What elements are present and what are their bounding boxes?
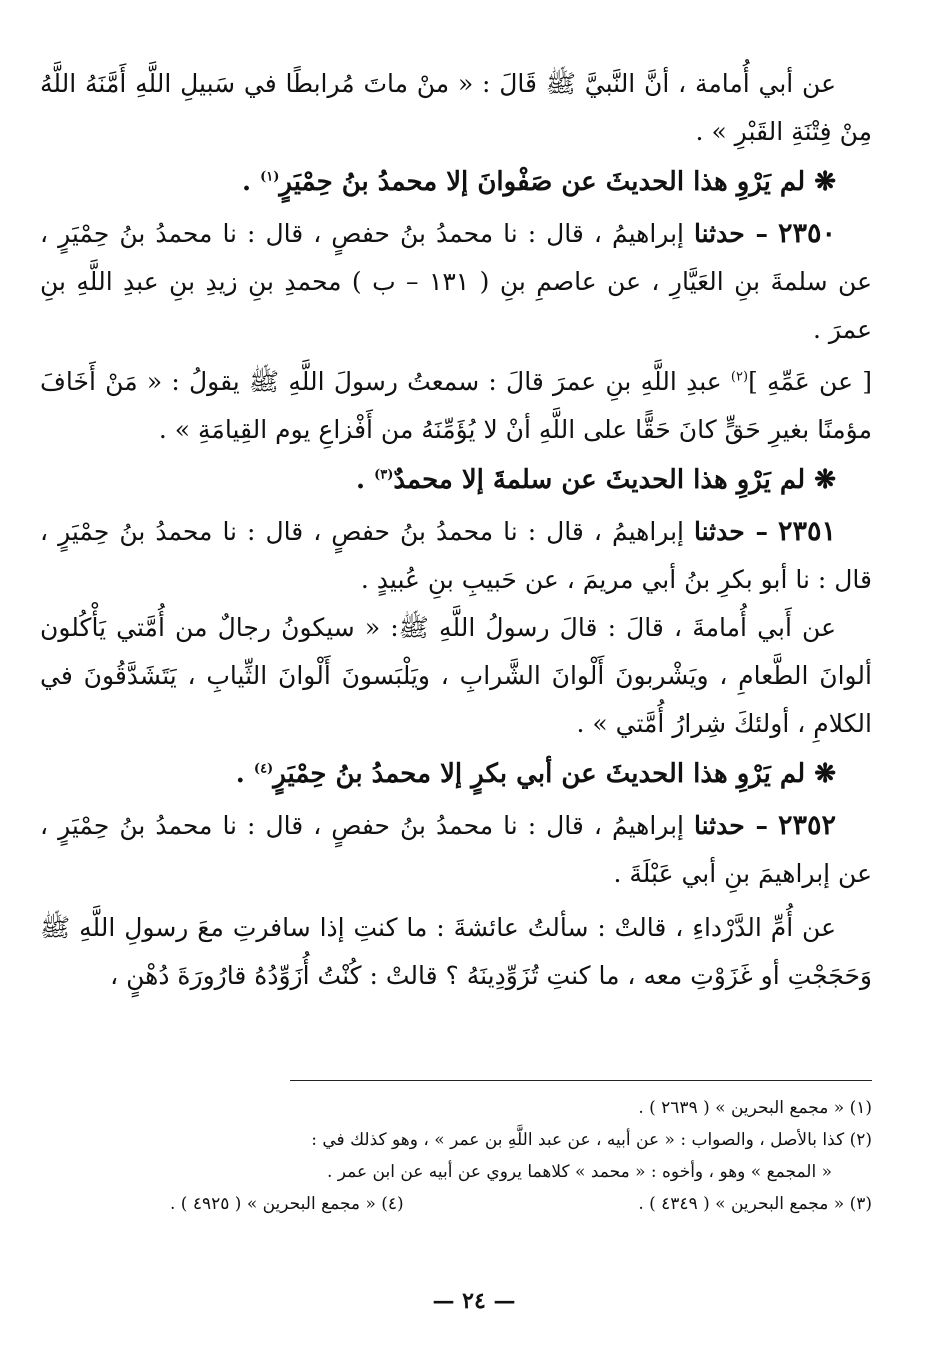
hadith-text-3 bbox=[40, 604, 872, 748]
hadith-label-2350: – حدثنا bbox=[694, 219, 768, 248]
main-text bbox=[40, 60, 872, 1000]
narration-note-2-text: ❋ لم يَرْوِ هذا الحديثَ عن سلمةَ إلا محمدٌ bbox=[393, 465, 836, 495]
hadith-label-2351: – حدثنا bbox=[694, 517, 768, 546]
hadith-isnad-2352: إبراهيمُ ، قال : نا محمدُ بنُ حفصٍ ، قال : نا محمدُ بنُ حِمْيَرٍ ، عن إبراهيمَ بنِ أبي عَبْلَةَ . bbox=[40, 811, 872, 888]
footnote-ref-1: (١) bbox=[260, 169, 280, 185]
hadith-text-2 bbox=[40, 358, 872, 454]
footnote-2: (٢) كذا بالأصل ، والصواب : « عن أبيه ، عن عبد اللَّهِ بن عمر » ، وهو كذلك في : bbox=[311, 1130, 872, 1150]
footnote-ref-4: (٤) bbox=[253, 761, 274, 777]
footnotes-3-4-row bbox=[40, 1188, 872, 1220]
hadith-text-4 bbox=[40, 904, 872, 1000]
narration-note-3: ❋ لم يَرْوِ هذا الحديثَ عن أبي بكرٍ إلا محمدُ بنُ حِمْيَرٍ$^{(٤)}$ . bbox=[235, 759, 836, 789]
hadith-2350 bbox=[40, 210, 872, 354]
hadith-number-2350: ٢٣٥٠ bbox=[777, 218, 836, 249]
narration-note-1-text: ❋ لم يَرْوِ هذا الحديثَ عن صَفْوانَ إلا محمدُ بنُ حِمْيَرٍ bbox=[279, 167, 836, 197]
hadith-text-3-body: عن أَبي أُمامةَ ، قالَ : قالَ رسولُ اللَّهِ ﷺ: « سيكونُ رجالٌ من أُمَّتي يَأْكُلون ألوانَ الطَّعامِ ، ويَشْربونَ أَلْوانَ الشَّرابِ ، ويَلْبَسونَ أَلْوانَ الثِّيابِ ، يَتَشَدَّقُونَ في الكلامِ ، أولئكَ شِرارُ أُمَّتي » . bbox=[40, 613, 872, 738]
footnote-divider bbox=[290, 1080, 872, 1081]
footnote-3: (٣) « مجمع البحرين » ( ٤٣٤٩ ) . bbox=[638, 1194, 872, 1214]
hadith-text-4-body: عن أُمِّ الدَّرْداءِ ، قالتْ : سألتُ عائشةَ : ما كنتِ إذا سافرتِ معَ رسولِ اللَّهِ ﷺ وَحَجَجْتِ أو غَزَوْتِ معه ، ما كنتِ تُزَوِّدِينَهُ ؟ قالتْ : كُنْتُ أُزَوِّدُهُ قارُورَةَ دُهْنٍ ، bbox=[40, 913, 872, 990]
narration-note-3-text: ❋ لم يَرْوِ هذا الحديثَ عن أبي بكرٍ إلا محمدُ بنُ حِمْيَرٍ bbox=[273, 759, 836, 789]
hadith-text-1-body: عن أبي أُمامة ، أنَّ النَّبيَّ ﷺ قَالَ : « منْ ماتَ مُرابطًا في سَبيلِ اللَّهِ أَمَّنَهُ اللَّهُ مِنْ فِتْنَةِ القَبْرِ » . bbox=[40, 69, 872, 146]
hadith-text-2-bracket: [ عن عَمِّهِ ] bbox=[748, 367, 872, 396]
hadith-isnad-2350: إبراهيمُ ، قال : نا محمدُ بنُ حفصٍ ، قال : نا محمدُ بنُ حِمْيَرٍ ، عن سلمةَ بنِ العَيَّارِ ، عن عاصمِ بنِ ( ١٣١ – ب ) محمدِ بنِ زيدِ بنِ عبدِ اللَّهِ بنِ عمرَ . bbox=[40, 219, 872, 344]
hadith-number-2352: ٢٣٥٢ bbox=[777, 810, 836, 841]
hadith-text-1 bbox=[40, 60, 872, 156]
hadith-label-2352: – حدثنا bbox=[694, 811, 768, 840]
footnote-1: (١) « مجمع البحرين » ( ٢٦٣٩ ) . bbox=[638, 1098, 872, 1118]
hadith-text-2-body: عبدِ اللَّهِ بنِ عمرَ قالَ : سمعتُ رسولَ اللَّهِ ﷺ يقولُ : « مَنْ أَخَافَ مؤمنًا بغيرِ حَقٍّ كانَ حَقًّا على اللَّهِ أنْ لا يُؤَمِّنَهُ من أَفْزاعِ يوم القِيامَةِ » . bbox=[40, 367, 872, 444]
hadith-number-2351: ٢٣٥١ bbox=[777, 516, 836, 547]
hadith-2351 bbox=[40, 508, 872, 604]
narration-note-1: ❋ لم يَرْوِ هذا الحديثَ عن صَفْوانَ إلا محمدُ بنُ حِمْيَرٍ$^{(١)}$ . bbox=[241, 167, 836, 197]
hadith-isnad-2351: إبراهيمُ ، قال : نا محمدُ بنُ حفصٍ ، قال : نا محمدُ بنُ حِمْيَرٍ ، قال : نا أبو بكرِ بنُ أبي مريمَ ، عن حَبيبِ بنِ عُبيدٍ . bbox=[40, 517, 872, 594]
page-number: — ٢٤ — bbox=[432, 1288, 516, 1314]
footnote-ref-3: (٣) bbox=[374, 467, 394, 483]
hadith-2352 bbox=[40, 802, 872, 898]
footnote-ref-2: (٢) bbox=[730, 369, 749, 385]
footnote-2-continuation: « المجمع » وهو ، وأخوه : « محمد » كلاهما يروي عن أبيه عن ابن عمر . bbox=[326, 1162, 832, 1182]
footnotes bbox=[40, 1092, 872, 1220]
footnote-4: (٤) « مجمع البحرين » ( ٤٩٢٥ ) . bbox=[170, 1194, 404, 1214]
narration-note-2: ❋ لم يَرْوِ هذا الحديثَ عن سلمةَ إلا محمدٌ$^{(٣)}$ . bbox=[355, 465, 836, 495]
